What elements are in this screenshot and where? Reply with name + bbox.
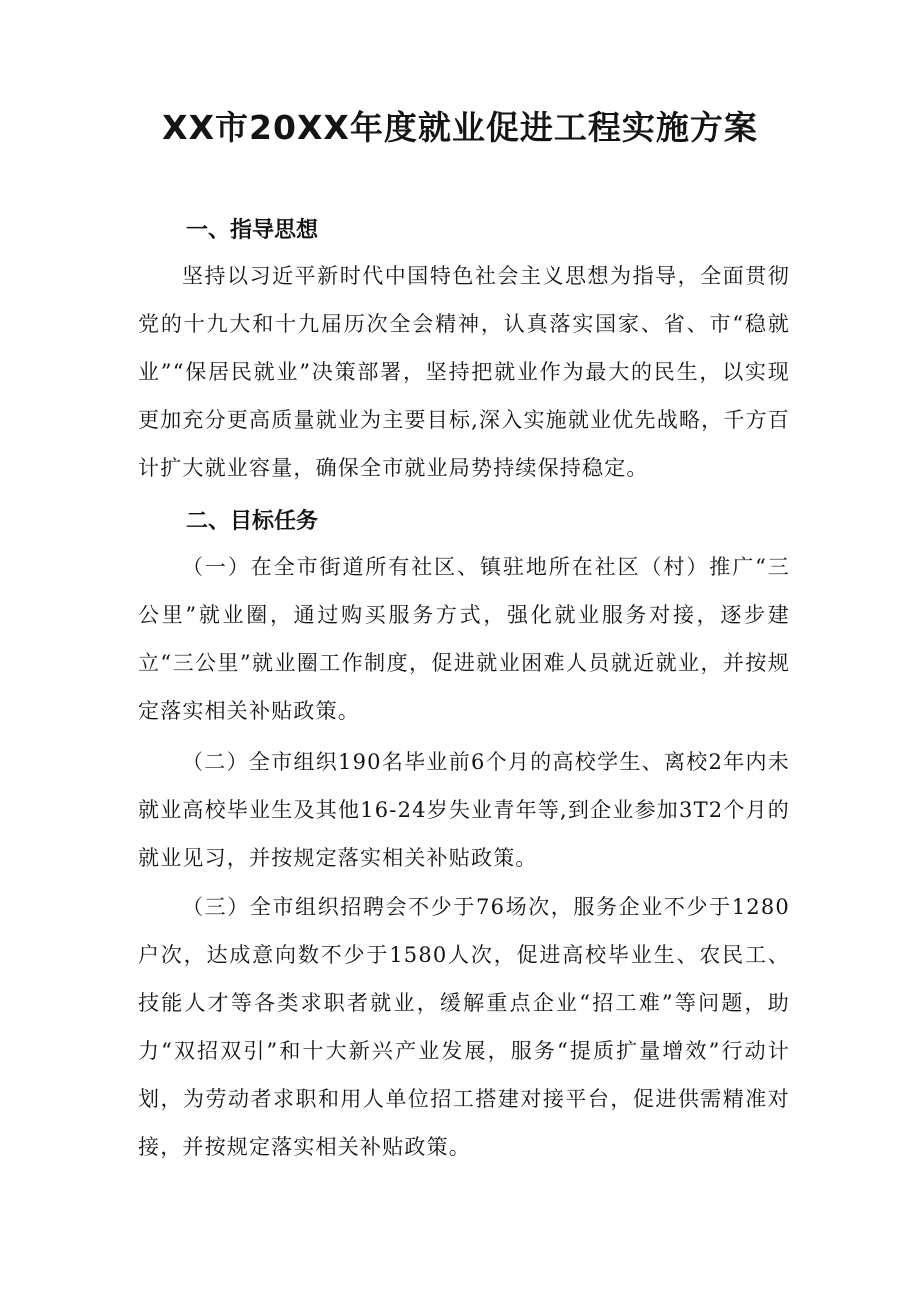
paragraph-task-3: （三）全市组织招聘会不少于76场次，服务企业不少于1280户次，达成意向数不少于1580人次，促进高校毕业生、农民工、技能人才等各类求职者就业，缓解重点企业“招工难”等问题，助力“双招双引”和十大新兴产业发展，服务“提质扩量增效”行动计划，为劳动者求职和用人单位招工搭建对接平台，促进供需精准对接，并按规定落实相关补贴政策。	[138, 895, 790, 1159]
section-heading-guiding-ideology: 一、指导思想	[186, 218, 319, 243]
paragraph-guiding-ideology: 坚持以习近平新时代中国特色社会主义思想为指导，全面贯彻党的十九大和十九届历次全会精神，认真落实国家、省、市“稳就业”“保居民就业”决策部署，坚持把就业作为最大的民生，以实现更加充分更高质量就业为主要目标,深入实施就业优先战略，千方百计扩大就业容量，确保全市就业局势持续保持稳定。	[138, 264, 790, 480]
paragraph-task-1: （一）在全市街道所有社区、镇驻地所在社区（村）推广“三公里”就业圈，通过购买服务方式，强化就业服务对接，逐步建立“三公里”就业圈工作制度，促进就业困难人员就近就业，并按规定落实相关补贴政策。	[138, 555, 790, 723]
paragraph-task-2: （二）全市组织190名毕业前6个月的高校学生、离校2年内未就业高校毕业生及其他16-24岁失业青年等,到企业参加3T2个月的就业见习，并按规定落实相关补贴政策。	[138, 750, 790, 870]
section-heading-goals-tasks: 二、目标任务	[186, 509, 319, 534]
document-title: XX市20XX年度就业促进工程实施方案	[162, 108, 758, 147]
